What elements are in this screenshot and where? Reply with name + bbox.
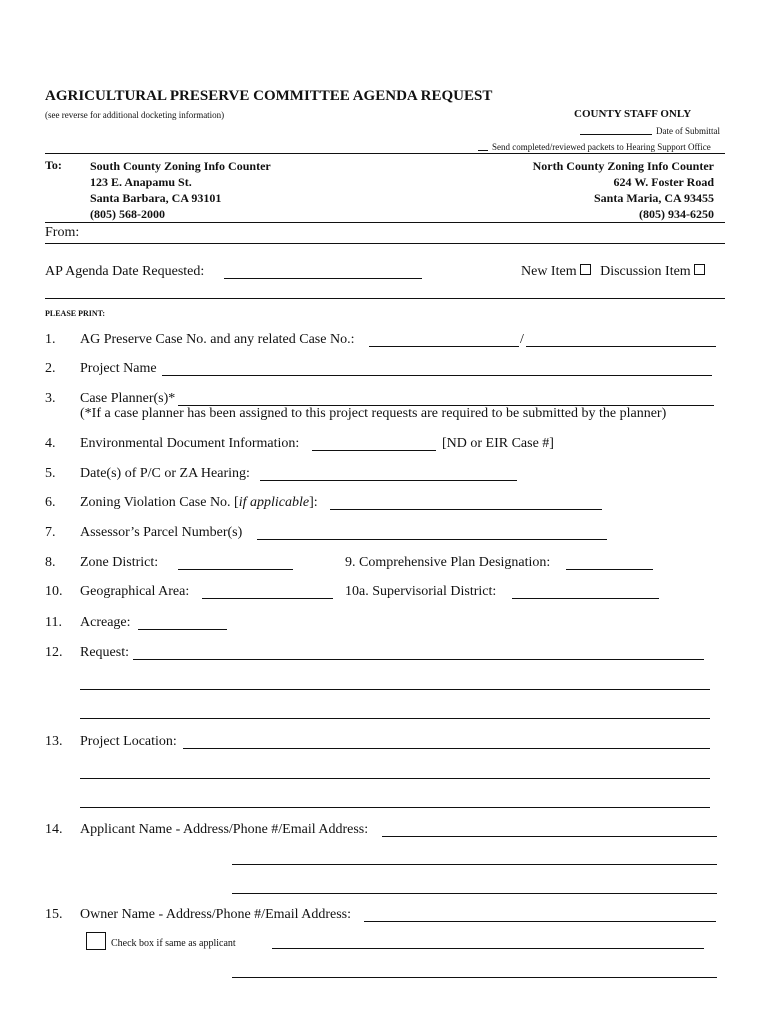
same-as-applicant-checkbox[interactable]	[86, 932, 106, 950]
acreage-field[interactable]	[138, 629, 227, 630]
item-number: 15.	[45, 907, 63, 922]
new-item-label: New Item	[521, 264, 577, 279]
from-label: From:	[45, 225, 80, 240]
hearing-date-label: Date(s) of P/C or ZA Hearing:	[80, 466, 250, 481]
applicant-field[interactable]	[382, 836, 717, 837]
south-street: 123 E. Anapamu St.	[90, 175, 192, 189]
agenda-date-field[interactable]	[224, 278, 422, 279]
apn-field[interactable]	[257, 539, 607, 540]
request-field-line-3[interactable]	[80, 718, 710, 719]
to-label: To:	[45, 158, 62, 172]
discussion-item-label: Discussion Item	[600, 264, 691, 279]
zoning-violation-label: Zoning Violation Case No. [if applicable]:	[80, 495, 318, 510]
send-note: Send completed/reviewed packets to Hearing Support Office	[492, 142, 711, 152]
item-number: 1.	[45, 332, 56, 347]
north-city: Santa Maria, CA 93455	[594, 191, 714, 205]
owner-field[interactable]	[364, 921, 716, 922]
item-number: 5.	[45, 466, 56, 481]
new-item-checkbox[interactable]	[580, 264, 591, 275]
geographical-area-field[interactable]	[202, 598, 333, 599]
item-number: 7.	[45, 525, 56, 540]
case-planner-label: Case Planner(s)*	[80, 391, 176, 406]
item-number: 6.	[45, 495, 56, 510]
divider	[45, 298, 725, 299]
north-phone: (805) 934-6250	[639, 207, 714, 221]
item-number: 3.	[45, 391, 56, 406]
discussion-item-checkbox[interactable]	[694, 264, 705, 275]
owner-label: Owner Name - Address/Phone #/Email Address:	[80, 907, 352, 922]
applicant-label: Applicant Name - Address/Phone #/Email Address:	[80, 822, 369, 837]
related-case-field[interactable]	[526, 346, 716, 347]
date-of-submittal-line[interactable]	[580, 134, 652, 135]
supervisorial-district-field[interactable]	[512, 598, 659, 599]
county-staff-only-label: COUNTY STAFF ONLY	[574, 108, 692, 120]
south-county-address	[90, 158, 271, 222]
project-location-line-3[interactable]	[80, 807, 710, 808]
project-name-field[interactable]	[162, 375, 712, 376]
item-number: 14.	[45, 822, 63, 837]
geographical-area-label: Geographical Area:	[80, 584, 190, 599]
request-field-line-2[interactable]	[80, 689, 710, 690]
project-location-label: Project Location:	[80, 734, 177, 749]
item-number: 8.	[45, 555, 56, 570]
item-number: 12.	[45, 645, 63, 660]
supervisorial-district-label: 10a. Supervisorial District:	[345, 584, 497, 599]
north-name: North County Zoning Info Counter	[532, 159, 714, 173]
south-phone: (805) 568-2000	[90, 207, 165, 221]
item-number: 4.	[45, 436, 56, 451]
item-number: 13.	[45, 734, 63, 749]
south-name: South County Zoning Info Counter	[90, 159, 271, 173]
south-city: Santa Barbara, CA 93101	[90, 191, 222, 205]
zone-district-label: Zone District:	[80, 555, 159, 570]
environmental-doc-label: Environmental Document Information:	[80, 436, 300, 451]
case-separator: /	[520, 332, 524, 347]
comp-plan-field[interactable]	[566, 569, 653, 570]
project-name-label: Project Name	[80, 361, 157, 376]
environmental-doc-field[interactable]	[312, 450, 436, 451]
agenda-date-label: AP Agenda Date Requested:	[45, 264, 205, 279]
ag-preserve-case-field[interactable]	[369, 346, 519, 347]
project-location-line-2[interactable]	[80, 778, 710, 779]
owner-field-line-2[interactable]	[272, 948, 704, 949]
zone-district-field[interactable]	[178, 569, 293, 570]
project-location-field[interactable]	[183, 748, 710, 749]
case-no-label: AG Preserve Case No. and any related Case No.:	[80, 332, 355, 347]
apn-label: Assessor’s Parcel Number(s)	[80, 525, 243, 540]
applicant-field-line-2[interactable]	[232, 864, 717, 865]
item-number: 2.	[45, 361, 56, 376]
acreage-label: Acreage:	[80, 615, 131, 630]
send-check-line[interactable]	[478, 150, 488, 151]
case-planner-note: (*If a case planner has been assigned to this project requests are required to be submitted by the planner)	[80, 406, 667, 421]
form-title: AGRICULTURAL PRESERVE COMMITTEE AGENDA REQUEST	[45, 88, 493, 104]
owner-field-line-3[interactable]	[232, 977, 717, 978]
applicant-field-line-3[interactable]	[232, 893, 717, 894]
zoning-violation-field[interactable]	[330, 509, 602, 510]
date-of-submittal-label: Date of Submittal	[656, 126, 720, 136]
same-as-applicant-label: Check box if same as applicant	[111, 938, 236, 949]
request-field[interactable]	[133, 659, 704, 660]
north-street: 624 W. Foster Road	[613, 175, 714, 189]
request-label: Request:	[80, 645, 129, 660]
divider	[45, 243, 725, 244]
north-county-address	[533, 158, 714, 222]
please-print-label: PLEASE PRINT:	[45, 309, 106, 318]
divider	[45, 153, 725, 154]
comp-plan-label: 9. Comprehensive Plan Designation:	[345, 555, 551, 570]
environmental-doc-suffix: [ND or EIR Case #]	[442, 436, 554, 451]
item-number: 11.	[45, 615, 62, 630]
divider	[45, 222, 725, 223]
hearing-date-field[interactable]	[260, 480, 517, 481]
form-subtitle: (see reverse for additional docketing information)	[45, 110, 225, 120]
new-item-option[interactable]	[521, 264, 705, 280]
item-number: 10.	[45, 584, 63, 599]
